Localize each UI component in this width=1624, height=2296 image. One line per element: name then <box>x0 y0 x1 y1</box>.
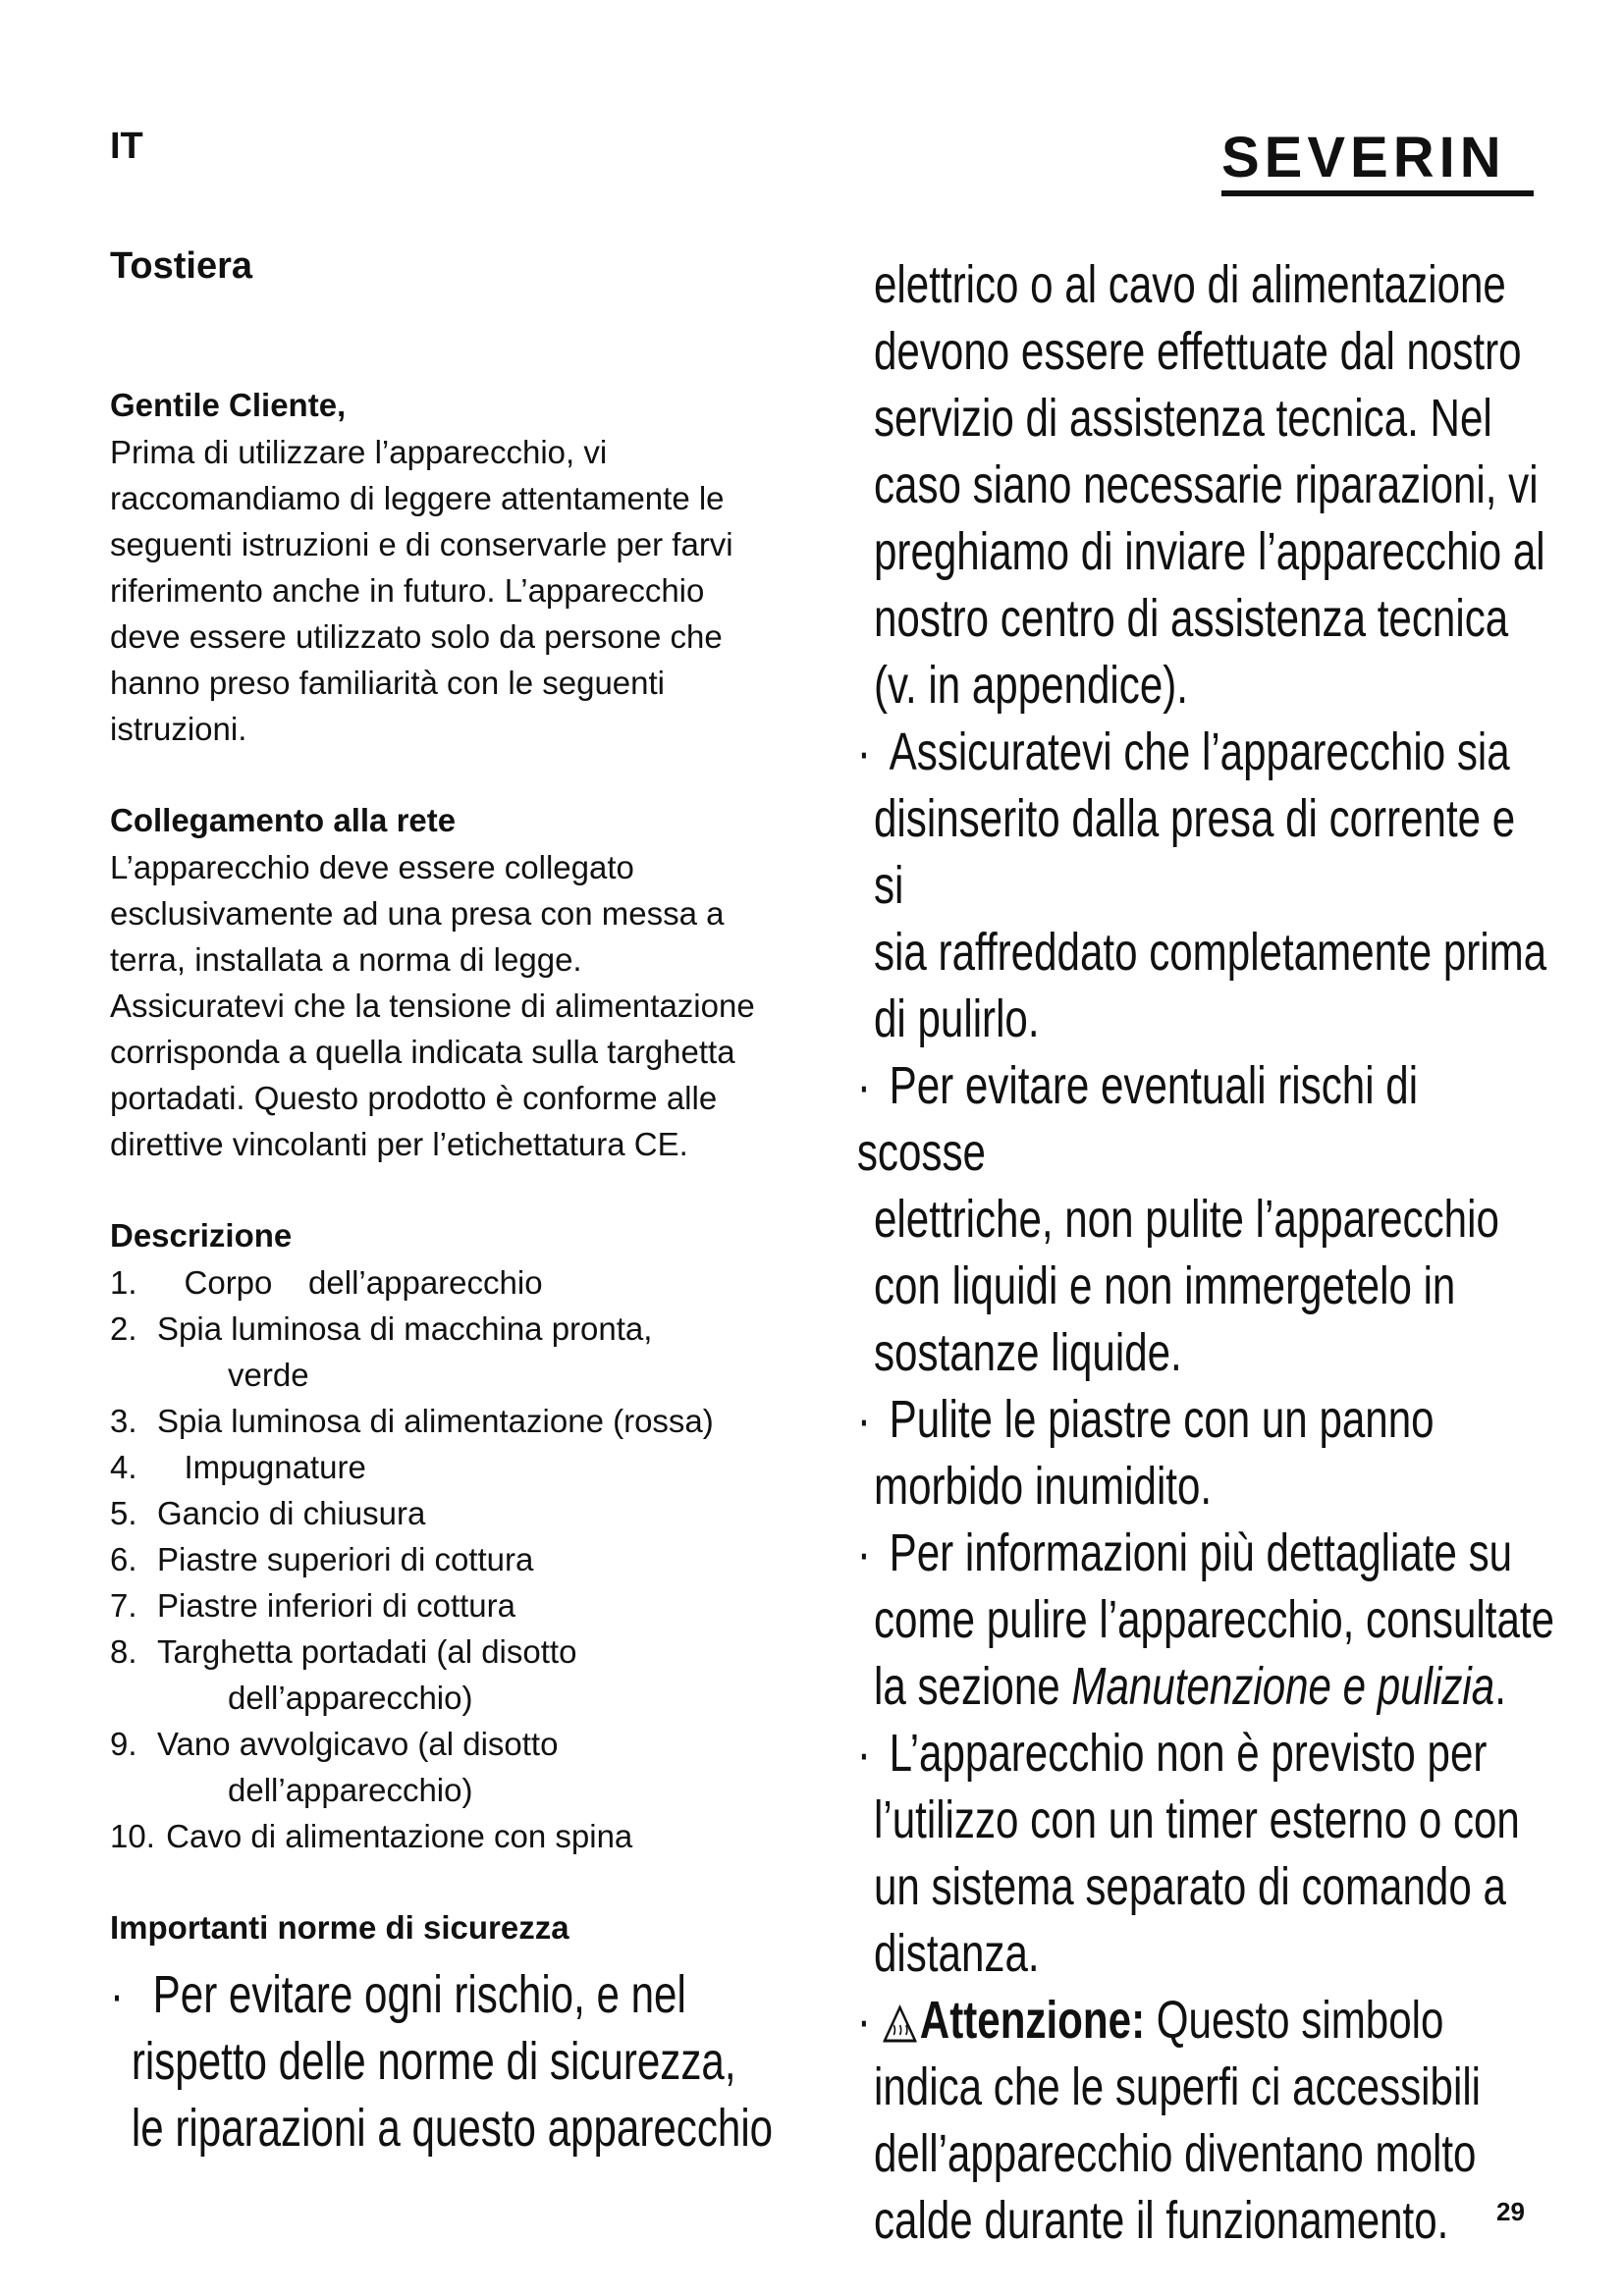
list-item: nostro centro di assistenza tecnica <box>874 589 1509 648</box>
page-number: 29 <box>1496 2197 1525 2226</box>
bullet-mark: · <box>110 1965 125 2024</box>
bullet-text: rispetto delle norme di sicurezza, <box>131 2032 736 2091</box>
connection-section <box>110 797 797 1167</box>
bullet-text: Per evitare ogni rischio, e nel <box>152 1965 686 2024</box>
item-text <box>157 1721 797 1813</box>
bullet-text: L’apparecchio non è previsto per <box>889 1724 1488 1783</box>
connection-line: terra, installata a norma di legge. <box>110 941 582 978</box>
left-column <box>110 245 797 2162</box>
connection-line: Assicuratevi che la tensione di alimentazione <box>110 988 755 1024</box>
item-label: Vano avvolgicavo (al disotto <box>157 1726 559 1762</box>
greeting-section <box>110 382 797 752</box>
brand-logo: SEVERIN <box>1221 126 1506 189</box>
item-number: 8. <box>110 1633 137 1670</box>
list-item: elettrico o al cavo di alimentazione <box>874 255 1506 314</box>
safety-bullet-6 <box>857 1720 1555 1787</box>
description-heading: Descrizione <box>110 1217 293 1254</box>
item-text <box>157 1444 797 1490</box>
item-text <box>157 1582 797 1629</box>
item-text <box>157 1490 797 1536</box>
safety-bullet-7 <box>857 1987 1555 2054</box>
safety-bullet-5 <box>857 1520 1555 1586</box>
item-number: 3. <box>110 1403 137 1439</box>
language-code: IT <box>110 126 143 167</box>
bullet-mark: · <box>856 1056 871 1115</box>
item-number: 9. <box>110 1726 137 1762</box>
list-item <box>110 1306 797 1398</box>
brand-logo-underline <box>1221 190 1534 196</box>
safety-heading: Importanti norme di sicurezza <box>110 1909 569 1946</box>
greeting-line: istruzioni. <box>110 711 247 747</box>
safety-bullet-1 <box>110 1961 791 2162</box>
item-label: Piastre superiori di cottura <box>157 1541 534 1577</box>
section-reference: Manutenzione e pulizia <box>1071 1657 1495 1716</box>
bullet-text: un sistema separato di comando a <box>874 1857 1506 1916</box>
item-label: Impugnature <box>157 1449 366 1485</box>
item-label: Cavo di alimentazione con spina <box>157 1818 633 1854</box>
bullet-text: distanza. <box>874 1924 1040 1983</box>
list-item <box>110 1582 797 1629</box>
safety-bullet-1-continued <box>856 251 1555 2254</box>
greeting-heading: Gentile Cliente, <box>110 387 347 423</box>
bullet-mark: · <box>856 1523 871 1582</box>
greeting-line: deve essere utilizzato solo da persone che <box>110 618 723 655</box>
safety-bullet-4 <box>857 1386 1555 1453</box>
item-label-continued: dell’apparecchio) <box>228 1772 473 1808</box>
list-item: (v. in appendice). <box>874 656 1188 715</box>
list-item <box>110 1629 797 1721</box>
list-item: caso siano necessarie riparazioni, vi <box>874 455 1539 514</box>
item-number: 7. <box>110 1587 137 1624</box>
bullet-text: la sezione <box>874 1657 1072 1716</box>
bullet-text: Questo simbolo <box>1145 1991 1444 2050</box>
item-text <box>157 1536 797 1582</box>
list-item <box>110 1961 791 2028</box>
item-label: Gancio di chiusura <box>157 1495 426 1531</box>
bullet-text: Per evitare eventuali rischi di scosse <box>856 1056 1419 1182</box>
hot-surface-warning-icon <box>883 2004 916 2044</box>
safety-bullet-3 <box>857 1052 1555 1186</box>
connection-line: portadati. Questo prodotto è conforme alle <box>110 1080 718 1116</box>
description-section <box>110 1212 797 1859</box>
item-label-continued: dell’apparecchio) <box>228 1680 473 1716</box>
item-label: Targhetta portadati (al disotto <box>157 1633 577 1670</box>
item-text <box>157 1813 797 1859</box>
greeting-line: Prima di utilizzare l’apparecchio, vi <box>110 434 608 470</box>
bullet-text: come pulire l’apparecchio, consultate <box>874 1590 1555 1649</box>
bullet-text: sostanze liquide. <box>874 1323 1182 1382</box>
list-item <box>110 1398 797 1444</box>
bullet-mark: · <box>856 1991 871 2050</box>
list-item <box>110 1536 797 1582</box>
bullet-text: Pulite le piastre con un panno <box>889 1390 1435 1449</box>
document-title: Tostiera <box>110 245 253 287</box>
bullet-text: indica che le superfi ci accessibili <box>874 2057 1482 2116</box>
item-text <box>157 1259 797 1306</box>
item-number: 1. <box>110 1264 137 1301</box>
connection-line: direttive vincolanti per l’etichettatura CE. <box>110 1126 688 1162</box>
greeting-line: riferimento anche in futuro. L’apparecchio <box>110 572 705 609</box>
bullet-mark: · <box>856 1724 871 1783</box>
item-number: 10. <box>110 1818 155 1854</box>
bullet-text: disinserito dalla presa di corrente e si <box>874 789 1516 915</box>
bullet-text: dell’apparecchio diventano molto <box>874 2124 1477 2183</box>
item-number: 5. <box>110 1495 137 1531</box>
item-text <box>157 1398 797 1444</box>
bullet-text: morbido inumidito. <box>874 1457 1213 1516</box>
right-column <box>856 251 1561 2254</box>
bullet-mark: · <box>856 1390 871 1449</box>
list-item <box>110 1813 797 1859</box>
list-item <box>110 1721 797 1813</box>
connection-heading: Collegamento alla rete <box>110 802 457 838</box>
list-item <box>110 2028 791 2095</box>
bullet-text: Per informazioni più dettagliate su <box>889 1523 1513 1582</box>
safety-section <box>110 1904 797 2162</box>
bullet-text: Assicuratevi che l’apparecchio sia <box>889 722 1510 781</box>
list-item <box>110 2095 791 2162</box>
bullet-mark: · <box>856 722 871 781</box>
greeting-line: raccomandiamo di leggere attentamente le <box>110 480 725 516</box>
bullet-text: . <box>1494 1657 1506 1716</box>
greeting-line: hanno preso familiarità con le seguenti <box>110 665 666 701</box>
item-text <box>157 1629 797 1721</box>
item-label: Piastre inferiori di cottura <box>157 1587 515 1624</box>
list-item: preghiamo di inviare l’apparecchio al <box>874 522 1545 581</box>
item-number: 2. <box>110 1310 137 1347</box>
item-label: Corpo dell’apparecchio <box>157 1264 543 1301</box>
description-list <box>110 1259 797 1859</box>
bullet-text: le riparazioni a questo apparecchio <box>131 2099 774 2158</box>
item-number: 4. <box>110 1449 137 1485</box>
greeting-line: seguenti istruzioni e di conservarle per farvi <box>110 526 733 562</box>
bullet-text: di pulirlo. <box>874 989 1040 1048</box>
connection-line: L’apparecchio deve essere collegato <box>110 849 634 885</box>
bullet-text: sia raffreddato completamente prima <box>874 923 1547 982</box>
connection-line: esclusivamente ad una presa con messa a <box>110 895 725 932</box>
item-number: 6. <box>110 1541 137 1577</box>
item-text <box>157 1306 797 1398</box>
warning-label: Attenzione: <box>919 1991 1146 2050</box>
item-label: Spia luminosa di macchina pronta, <box>157 1310 653 1347</box>
item-label: Spia luminosa di alimentazione (rossa) <box>157 1403 714 1439</box>
list-item <box>110 1444 797 1490</box>
bullet-text: con liquidi e non immergetelo in <box>874 1256 1456 1315</box>
safety-bullet-2 <box>857 719 1555 785</box>
list-item: servizio di assistenza tecnica. Nel <box>874 389 1492 448</box>
connection-line: corrisponda a quella indicata sulla targhetta <box>110 1034 735 1070</box>
list-item <box>110 1490 797 1536</box>
list-item <box>110 1259 797 1306</box>
bullet-text: calde durante il funzionamento. <box>874 2191 1449 2250</box>
bullet-text <box>874 1653 1555 1720</box>
bullet-text: l’utilizzo con un timer esterno o con <box>874 1790 1520 1849</box>
list-item: devono essere effettuate dal nostro <box>874 322 1522 381</box>
item-label-continued: verde <box>228 1357 309 1393</box>
bullet-text: elettriche, non pulite l’apparecchio <box>874 1190 1499 1249</box>
